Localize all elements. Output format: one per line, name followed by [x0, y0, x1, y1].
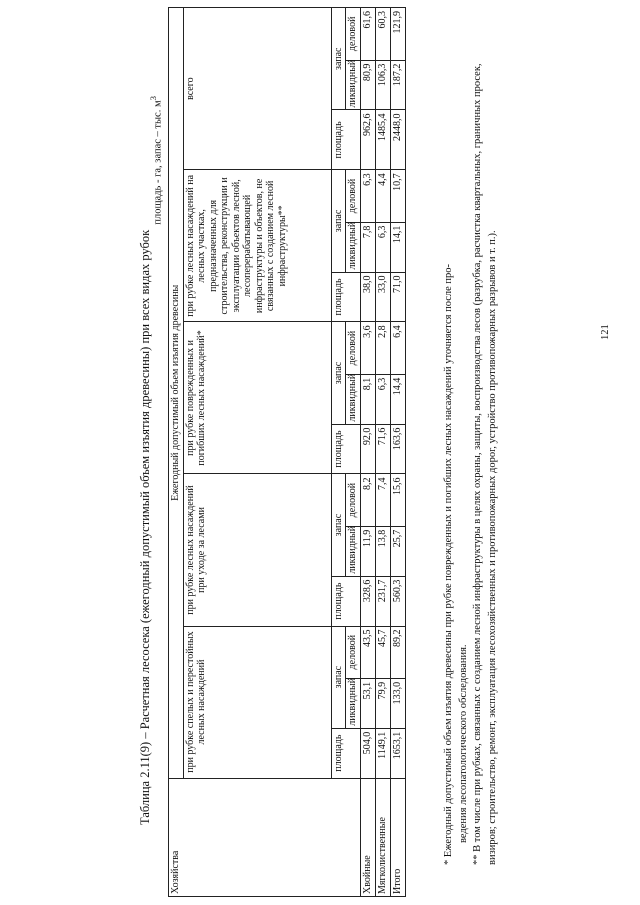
group-total: всего: [183, 8, 331, 170]
logging-table: [168, 7, 406, 897]
row-label: Хвойные: [360, 778, 375, 896]
cell: 8,2: [360, 474, 375, 526]
cell: 560,3: [390, 576, 405, 626]
cell: 43,5: [360, 626, 375, 678]
cell: 53,1: [360, 678, 375, 728]
cell: 61,6: [360, 8, 375, 61]
footnotes: [442, 25, 501, 865]
footnote-1: * Ежегодный допустимый объем изъятия древесины при рубке поврежденных и погибших лесных насаждений уточняется после про-: [443, 263, 454, 865]
header-liquid: ликвидный: [346, 678, 361, 728]
cell: 3,6: [360, 322, 375, 374]
cell: 38,0: [360, 272, 375, 322]
header-commercial: деловой: [346, 322, 361, 374]
header-area: площадь: [331, 424, 360, 474]
cell: 13,8: [375, 526, 390, 576]
cell: 962,6: [360, 110, 375, 170]
cell: 6,3: [360, 170, 375, 222]
cell: 10,7: [390, 170, 405, 222]
cell: 4,4: [375, 170, 390, 222]
cell: 14,1: [390, 222, 405, 272]
cell: 25,7: [390, 526, 405, 576]
header-stock: запас: [331, 8, 346, 111]
header-stock: запас: [331, 626, 346, 728]
table-row: [360, 8, 375, 897]
header-area: площадь: [331, 110, 360, 170]
cell: 79,9: [375, 678, 390, 728]
header-stock: запас: [331, 170, 346, 272]
row-label: Итого: [390, 778, 405, 896]
table-row: [375, 8, 390, 897]
group-mature: при рубке спелых и перестойных лесных насаждений: [183, 626, 331, 778]
cell: 6,3: [375, 374, 390, 424]
cell: 187,2: [390, 60, 405, 110]
cell: 71,6: [375, 424, 390, 474]
cell: 60,3: [375, 8, 390, 61]
cell: 8,1: [360, 374, 375, 424]
group-damaged: при рубке поврежденных и погибших лесных насаждений*: [183, 322, 331, 474]
header-liquid: ликвидный: [346, 374, 361, 424]
header-liquid: ликвидный: [346, 222, 361, 272]
footnote-1-continued: ведения лесопатологического обследования.: [457, 644, 469, 843]
cell: 231,7: [375, 576, 390, 626]
page-title: Таблица 2.11(9) – Расчетная лесосека (ежегодный допустимый объем изъятия древесины) при всех видах рубок: [138, 229, 152, 825]
cell: 6,4: [390, 322, 405, 374]
row-label: Мягколиственные: [375, 778, 390, 896]
cell: 106,3: [375, 60, 390, 110]
footnote-2: ** В том числе при рубках, связанных с созданием лесной инфраструктуры в целях охраны, защиты, воспроизводства лесов (разрубка, расчистка квартальных, граничных просек, визиров; строительство, ремонт, эксплуатация лесохозяйственных и противопожарных дорог, устройство противопожарных разрывов и т. п.).: [472, 63, 499, 865]
cell: 163,6: [390, 424, 405, 474]
cell: 2448,0: [390, 110, 405, 170]
header-farms: Хозяйства: [169, 778, 361, 896]
header-commercial: деловой: [346, 626, 361, 678]
header-annual: Ежегодный допустимый объем изъятия древесины: [169, 8, 184, 779]
cell: 7,4: [375, 474, 390, 526]
header-commercial: деловой: [346, 474, 361, 526]
cell: 2,8: [375, 322, 390, 374]
cell: 6,3: [375, 222, 390, 272]
header-liquid: ликвидный: [346, 60, 361, 110]
page-number: 121: [600, 324, 611, 340]
table-row-total: [390, 8, 405, 897]
cell: 11,9: [360, 526, 375, 576]
header-liquid: ликвидный: [346, 526, 361, 576]
cell: 1485,4: [375, 110, 390, 170]
cell: 33,0: [375, 272, 390, 322]
cell: 1149,1: [375, 728, 390, 778]
cell: 89,2: [390, 626, 405, 678]
cell: 133,0: [390, 678, 405, 728]
cell: 121,9: [390, 8, 405, 61]
cell: 504,0: [360, 728, 375, 778]
header-area: площадь: [331, 272, 360, 322]
cell: 71,0: [390, 272, 405, 322]
cell: 80,9: [360, 60, 375, 110]
group-thinning: при рубке лесных насаждений при уходе за лесами: [183, 474, 331, 626]
group-infrastructure: при рубке лесных насаждений на лесных участках, предназначенных для строительства, реконструкции и эксплуатации объектов лесной, лесоперерабатывающей инфраструктуры и объектов, не связанных с созданием лесной инфраструктуры**: [183, 170, 331, 322]
header-commercial: деловой: [346, 8, 361, 61]
cell: 15,6: [390, 474, 405, 526]
header-stock: запас: [331, 322, 346, 424]
cell: 14,4: [390, 374, 405, 424]
header-area: площадь: [331, 576, 360, 626]
cell: 1653,1: [390, 728, 405, 778]
cell: 45,7: [375, 626, 390, 678]
cell: 7,8: [360, 222, 375, 272]
header-area: площадь: [331, 728, 360, 778]
cell: 328,6: [360, 576, 375, 626]
units-caption: площадь - га, запас – тыс. $м^3$: [148, 96, 164, 225]
header-commercial: деловой: [346, 170, 361, 222]
cell: 92,0: [360, 424, 375, 474]
header-stock: запас: [331, 474, 346, 576]
